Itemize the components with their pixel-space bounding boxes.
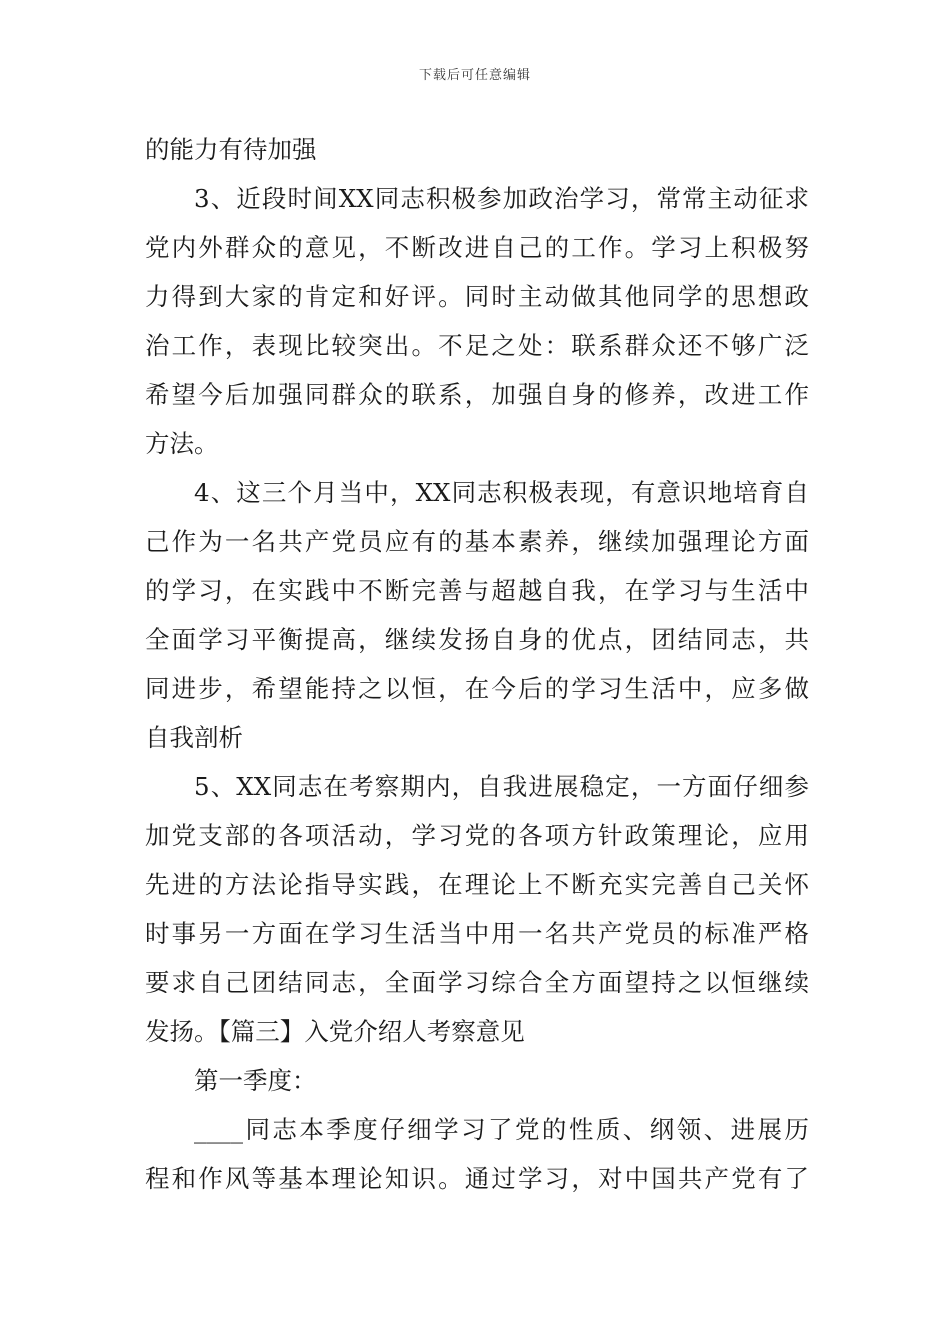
- text-line: 方法。: [145, 429, 219, 458]
- text-line: 3、近段时间XX同志积极参加政治学习，常常主动征求: [194, 184, 809, 213]
- text-line: 同进步，希望能持之以恒，在今后的学习生活中，应多做: [145, 674, 809, 703]
- text-line: ____同志本季度仔细学习了党的性质、纲领、进展历: [194, 1115, 809, 1144]
- page-header: 下载后可任意编辑: [418, 68, 531, 83]
- text-line: 的学习，在实践中不断完善与超越自我，在学习与生活中: [145, 576, 809, 605]
- text-line: 程和作风等基本理论知识。通过学习，对中国共产党有了: [145, 1164, 809, 1193]
- text-line: 党内外群众的意见，不断改进自己的工作。学习上积极努: [145, 233, 809, 262]
- text-line: 希望今后加强同群众的联系，加强自身的修养，改进工作: [145, 380, 809, 409]
- text-line: 要求自己团结同志，全面学习综合全方面望持之以恒继续: [145, 968, 809, 997]
- text-line: 自我剖析: [145, 723, 243, 752]
- text-line: 加党支部的各项活动，学习党的各项方针政策理论，应用: [145, 821, 809, 850]
- document-body: [145, 125, 809, 1203]
- text-line: 全面学习平衡提高，继续发扬自身的优点，团结同志，共: [145, 625, 809, 654]
- text-line: 力得到大家的肯定和好评。同时主动做其他同学的思想政: [145, 282, 809, 311]
- section-subheading: 第一季度：: [194, 1066, 317, 1095]
- text-line: 治工作，表现比较突出。不足之处：联系群众还不够广泛: [145, 331, 809, 360]
- text-line: 4、这三个月当中，XX同志积极表现，有意识地培育自: [194, 478, 809, 507]
- text-line: 先进的方法论指导实践，在理论上不断充实完善自己关怀: [145, 870, 809, 899]
- text-line: 5、XX同志在考察期内，自我进展稳定，一方面仔细参: [194, 772, 809, 801]
- text-line: 时事另一方面在学习生活当中用一名共产党员的标准严格: [145, 919, 809, 948]
- text-line: 发扬。【篇三】入党介绍人考察意见: [145, 1017, 525, 1046]
- text-line: 己作为一名共产党员应有的基本素养，继续加强理论方面: [145, 527, 809, 556]
- text-line: 的能力有待加强: [145, 135, 317, 164]
